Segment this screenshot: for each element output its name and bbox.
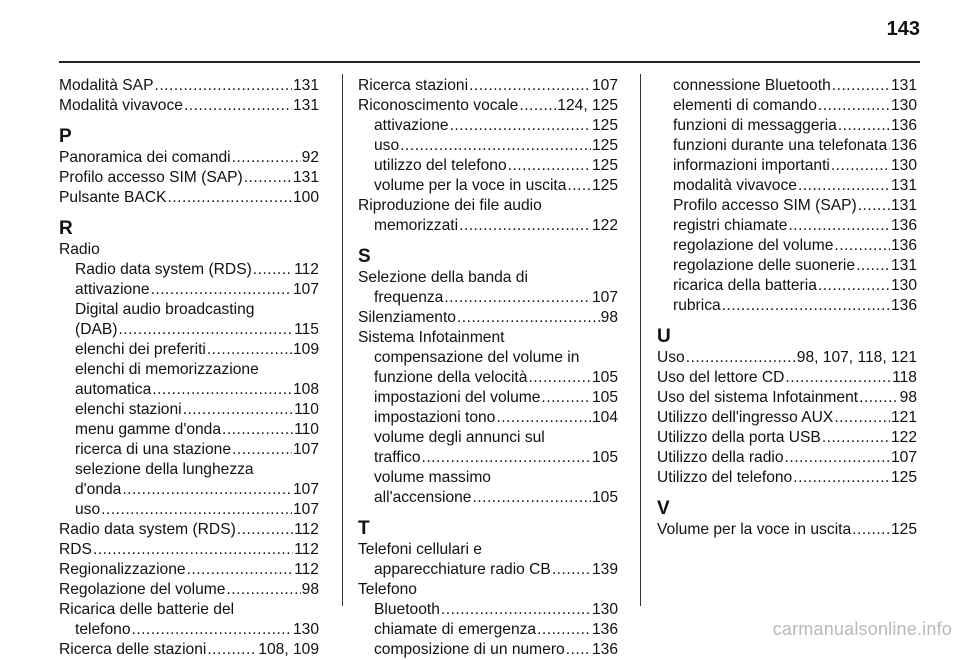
dot-leader <box>226 580 300 600</box>
index-entry <box>657 520 917 540</box>
index-entry-pages: 107 <box>292 501 319 518</box>
index-entry-term: ricarica della batteria <box>673 277 817 294</box>
index-entry <box>59 480 319 500</box>
index-section-letter: U <box>657 326 671 347</box>
index-entry <box>657 136 917 156</box>
index-entry <box>59 440 319 460</box>
index-entry-pages: 125 <box>591 117 618 134</box>
index-entry-term: telefono <box>75 621 131 638</box>
index-entry <box>59 96 319 116</box>
dot-leader <box>537 620 591 640</box>
dot-leader <box>508 156 591 176</box>
dot-leader <box>441 600 591 620</box>
index-entry-pages: 107 <box>292 441 319 458</box>
index-entry <box>59 640 319 660</box>
index-entry-term: elenchi dei preferiti <box>75 341 206 358</box>
index-entry <box>657 276 917 296</box>
dot-leader <box>822 428 890 448</box>
index-entry-text: Riproduzione dei file audio <box>358 197 542 214</box>
index-entry <box>59 520 319 540</box>
index-entry-pages: 136 <box>890 217 917 234</box>
index-entry-term: elementi di comando <box>673 97 817 114</box>
index-entry-term: Profilo accesso SIM (SAP) <box>59 169 243 186</box>
index-entry-pages: 98 <box>899 389 917 406</box>
index-entry-term: attivazione <box>374 117 449 134</box>
dot-leader <box>101 500 292 520</box>
index-entry-term: automatica <box>75 381 152 398</box>
index-entry <box>358 388 618 408</box>
index-entry-pages: 125 <box>591 177 618 194</box>
index-entry <box>59 500 319 520</box>
column-divider <box>640 74 641 606</box>
dot-leader <box>93 540 293 560</box>
index-entry-term: frequenza <box>374 289 444 306</box>
index-entry-term: Panoramica dei comandi <box>59 149 231 166</box>
index-entry-term: funzione della velocità <box>374 369 528 386</box>
index-entry-term: d'onda <box>75 481 122 498</box>
index-entry-text: volume massimo <box>374 469 491 486</box>
dot-leader <box>232 440 292 460</box>
index-entry <box>59 540 319 560</box>
dot-leader <box>793 468 890 488</box>
dot-leader <box>154 76 291 96</box>
dot-leader <box>552 560 591 580</box>
index-entry <box>59 148 319 168</box>
index-entry <box>59 420 319 440</box>
index-entry-term: Ricerca delle stazioni <box>59 641 207 658</box>
dot-leader <box>852 520 890 540</box>
index-entry-pages: 108, 109 <box>258 641 319 658</box>
index-entry-pages: 98 <box>600 309 618 326</box>
dot-leader <box>132 620 292 640</box>
index-entry-term: uso <box>374 137 400 154</box>
index-entry-pages: 107 <box>591 289 618 306</box>
dot-leader <box>858 196 890 216</box>
dot-leader <box>450 116 591 136</box>
index-entry-text: Radio <box>59 241 100 258</box>
index-entry-pages: 136 <box>890 237 917 254</box>
dot-leader <box>832 76 890 96</box>
index-entry-pages: 107 <box>591 77 618 94</box>
dot-leader <box>183 400 294 420</box>
dot-leader <box>834 236 890 256</box>
index-entry-text: Ricarica delle batterie del <box>59 601 235 618</box>
index-entry <box>358 96 618 116</box>
index-entry-term: memorizzati <box>374 217 459 234</box>
index-entry-term: Silenziamento <box>358 309 456 326</box>
dot-leader <box>785 448 890 468</box>
dot-leader <box>400 136 591 156</box>
dot-leader <box>122 480 292 500</box>
index-entry-term: ricerca di una stazione <box>75 441 232 458</box>
index-entry-pages: 92 <box>301 149 319 166</box>
index-entry-term: Bluetooth <box>374 601 440 618</box>
index-entry <box>358 620 618 640</box>
index-entry-pages: 125 <box>890 521 917 538</box>
index-entry <box>657 388 917 408</box>
dot-leader <box>496 408 591 428</box>
index-entry <box>358 76 618 96</box>
index-entry-term: Utilizzo del telefono <box>657 469 793 486</box>
index-entry <box>657 116 917 136</box>
index-section-letter: T <box>358 518 370 539</box>
dot-leader <box>207 640 257 660</box>
dot-leader <box>834 408 890 428</box>
index-entry-pages: 136 <box>890 137 917 154</box>
dot-leader <box>184 96 292 116</box>
dot-leader <box>519 96 556 116</box>
dot-leader <box>151 280 292 300</box>
index-entry-pages: 122 <box>890 429 917 446</box>
index-entry-term: all'accensione <box>374 489 472 506</box>
dot-leader <box>686 348 796 368</box>
dot-leader <box>722 296 890 316</box>
index-entry-pages: 139 <box>591 561 618 578</box>
dot-leader <box>541 388 591 408</box>
index-entry-pages: 122 <box>591 217 618 234</box>
index-entry-term: elenchi stazioni <box>75 401 182 418</box>
index-entry-term: (DAB) <box>75 321 118 338</box>
index-entry-term: Volume per la voce in uscita <box>657 521 852 538</box>
index-entry-pages: 130 <box>890 277 917 294</box>
index-section-letter: R <box>59 218 73 239</box>
index-column-2 <box>358 76 618 660</box>
index-entry-term: impostazioni del volume <box>374 389 541 406</box>
index-entry-pages: 100 <box>292 189 319 206</box>
index-entry-term: Modalità SAP <box>59 77 154 94</box>
dot-leader <box>444 288 591 308</box>
index-entry-term: apparecchiature radio CB <box>374 561 551 578</box>
dot-leader <box>253 260 293 280</box>
index-entry <box>59 580 319 600</box>
dot-leader <box>566 640 591 660</box>
dot-leader <box>222 420 293 440</box>
dot-leader <box>798 176 890 196</box>
dot-leader <box>459 216 591 236</box>
index-entry-term: modalità vivavoce <box>673 177 797 194</box>
index-entry-term: funzioni durante una telefonata <box>673 137 888 154</box>
index-entry <box>657 156 917 176</box>
index-entry-pages: 136 <box>890 297 917 314</box>
index-entry-term: Utilizzo della porta USB <box>657 429 821 446</box>
index-entry-pages: 105 <box>591 389 618 406</box>
index-entry-term: regolazione del volume <box>673 237 834 254</box>
index-entry-pages: 105 <box>591 449 618 466</box>
index-entry <box>59 340 319 360</box>
header-rule <box>59 61 920 63</box>
index-entry <box>59 380 319 400</box>
index-entry-term: traffico <box>374 449 421 466</box>
index-entry-pages: 98 <box>301 581 319 598</box>
dot-leader <box>207 340 292 360</box>
index-entry-term: Uso del lettore CD <box>657 369 785 386</box>
index-entry <box>358 308 618 328</box>
index-entry-pages: 131 <box>890 257 917 274</box>
index-entry-text: Sistema Infotainment <box>358 329 505 346</box>
index-entry-term: menu gamme d'onda <box>75 421 222 438</box>
index-entry-pages: 112 <box>294 261 319 278</box>
index-entry-pages: 131 <box>292 169 319 186</box>
dot-leader <box>152 380 292 400</box>
index-entry-pages: 112 <box>294 541 319 558</box>
index-entry <box>358 368 618 388</box>
index-entry-pages: 136 <box>591 641 618 658</box>
dot-leader <box>237 520 293 540</box>
index-entry-term: funzioni di messaggeria <box>673 117 837 134</box>
index-entry-term: Utilizzo della radio <box>657 449 784 466</box>
index-entry <box>657 368 917 388</box>
index-section-letter: S <box>358 246 371 267</box>
index-entry <box>59 260 319 280</box>
index-entry-pages: 131 <box>890 197 917 214</box>
index-entry-pages: 125 <box>591 137 618 154</box>
index-entry <box>358 600 618 620</box>
index-entry-pages: 107 <box>890 449 917 466</box>
index-entry-pages: 131 <box>890 77 917 94</box>
index-entry-text: Selezione della banda di <box>358 269 528 286</box>
dot-leader <box>567 176 591 196</box>
dot-leader <box>856 256 890 276</box>
index-entry-term: Utilizzo dell'ingresso AUX <box>657 409 834 426</box>
index-entry <box>59 76 319 96</box>
index-entry-text: compensazione del volume in <box>374 349 580 366</box>
index-entry-pages: 115 <box>294 321 319 338</box>
index-entry <box>657 448 917 468</box>
index-entry <box>358 136 618 156</box>
dot-leader <box>457 308 600 328</box>
index-entry-pages: 118 <box>892 369 917 386</box>
index-entry-text: elenchi di memorizzazione <box>75 361 259 378</box>
index-entry <box>358 640 618 660</box>
dot-leader <box>528 368 591 388</box>
index-entry-pages: 136 <box>591 621 618 638</box>
index-entry <box>358 448 618 468</box>
index-entry <box>358 176 618 196</box>
index-entry-term: rubrica <box>673 297 721 314</box>
index-entry-term: connessione Bluetooth <box>673 77 831 94</box>
dot-leader <box>244 168 292 188</box>
index-entry-text: volume degli annunci sul <box>374 429 545 446</box>
dot-leader <box>422 448 591 468</box>
index-entry-term: Regolazione del volume <box>59 581 226 598</box>
dot-leader <box>167 188 291 208</box>
index-entry <box>59 188 319 208</box>
index-entry-pages: 130 <box>890 157 917 174</box>
index-entry-term: regolazione delle suonerie <box>673 257 856 274</box>
dot-leader <box>232 148 301 168</box>
index-entry-term: attivazione <box>75 281 150 298</box>
index-entry-text: Telefoni cellulari e <box>358 541 482 558</box>
index-entry-term: chiamate di emergenza <box>374 621 537 638</box>
index-entry-text: selezione della lunghezza <box>75 461 254 478</box>
index-entry-pages: 105 <box>591 489 618 506</box>
index-entry-pages: 110 <box>294 421 319 438</box>
dot-leader <box>118 320 293 340</box>
index-entry-text: Digital audio broadcasting <box>75 301 255 318</box>
index-entry-pages: 105 <box>591 369 618 386</box>
index-entry <box>59 620 319 640</box>
dot-leader <box>788 216 890 236</box>
index-entry-term: Ricerca stazioni <box>358 77 469 94</box>
index-entry <box>657 236 917 256</box>
index-entry-term: Pulsante BACK <box>59 189 167 206</box>
index-entry <box>59 168 319 188</box>
index-entry-text: Telefono <box>358 581 417 598</box>
index-entry-pages: 130 <box>292 621 319 638</box>
index-entry-term: impostazioni tono <box>374 409 496 426</box>
index-entry-pages: 125 <box>890 469 917 486</box>
index-entry <box>657 256 917 276</box>
dot-leader <box>888 136 890 156</box>
index-entry-pages: 107 <box>292 281 319 298</box>
index-entry-pages: 110 <box>294 401 319 418</box>
index-entry <box>657 296 917 316</box>
footer-watermark: carmanualsonline.info <box>772 619 952 639</box>
index-entry-pages: 130 <box>591 601 618 618</box>
index-entry <box>358 216 618 236</box>
index-entry <box>358 560 618 580</box>
index-entry <box>657 408 917 428</box>
dot-leader <box>831 156 890 176</box>
index-entry-term: composizione di un numero <box>374 641 565 658</box>
index-entry <box>657 468 917 488</box>
dot-leader <box>469 76 591 96</box>
index-entry-pages: 112 <box>294 521 319 538</box>
index-entry-term: utilizzo del telefono <box>374 157 507 174</box>
index-section-letter: V <box>657 498 670 519</box>
index-entry <box>358 288 618 308</box>
index-entry-term: registri chiamate <box>673 217 788 234</box>
index-entry-pages: 130 <box>890 97 917 114</box>
index-entry <box>358 116 618 136</box>
index-entry-term: uso <box>75 501 101 518</box>
index-entry <box>358 156 618 176</box>
index-entry <box>59 560 319 580</box>
index-entry <box>59 400 319 420</box>
dot-leader <box>859 388 899 408</box>
index-entry-term: informazioni importanti <box>673 157 830 174</box>
index-entry <box>657 96 917 116</box>
index-entry-pages: 104 <box>591 409 618 426</box>
index-entry-pages: 108 <box>292 381 319 398</box>
index-entry-pages: 109 <box>292 341 319 358</box>
index-entry-pages: 131 <box>890 177 917 194</box>
index-entry-pages: 131 <box>292 97 319 114</box>
index-entry <box>657 176 917 196</box>
index-entry-term: Radio data system (RDS) <box>75 261 252 278</box>
dot-leader <box>818 96 890 116</box>
index-entry-term: Uso <box>657 349 685 366</box>
dot-leader <box>785 368 891 388</box>
index-entry-term: Regionalizzazione <box>59 561 186 578</box>
index-entry <box>657 428 917 448</box>
index-entry-pages: 121 <box>890 409 917 426</box>
dot-leader <box>472 488 591 508</box>
index-entry-pages: 125 <box>591 157 618 174</box>
index-entry-term: Modalità vivavoce <box>59 97 183 114</box>
dot-leader <box>187 560 294 580</box>
column-divider <box>342 74 343 606</box>
index-entry <box>59 320 319 340</box>
index-entry <box>657 196 917 216</box>
page-number: 143 <box>886 18 920 40</box>
dot-leader <box>818 276 890 296</box>
index-entry <box>358 488 618 508</box>
index-entry-term: Profilo accesso SIM (SAP) <box>673 197 857 214</box>
index-entry-term: RDS <box>59 541 92 558</box>
index-entry-term: Uso del sistema Infotainment <box>657 389 859 406</box>
index-entry-term: Radio data system (RDS) <box>59 521 236 538</box>
index-entry-pages: 131 <box>292 77 319 94</box>
index-entry <box>657 76 917 96</box>
index-column-1 <box>59 76 319 660</box>
index-entry-pages: 136 <box>890 117 917 134</box>
index-entry-pages: 98, 107, 118, 121 <box>796 349 917 366</box>
index-entry-term: Riconoscimento vocale <box>358 97 519 114</box>
index-section-letter: P <box>59 126 72 147</box>
index-entry-pages: 107 <box>292 481 319 498</box>
dot-leader <box>838 116 890 136</box>
index-entry-pages: 112 <box>294 561 319 578</box>
index-entry-term: volume per la voce in uscita <box>374 177 567 194</box>
index-entry <box>59 280 319 300</box>
index-column-3 <box>657 76 917 540</box>
index-entry-pages: 124, 125 <box>557 97 618 114</box>
index-entry <box>657 348 917 368</box>
index-entry <box>358 408 618 428</box>
index-entry <box>657 216 917 236</box>
